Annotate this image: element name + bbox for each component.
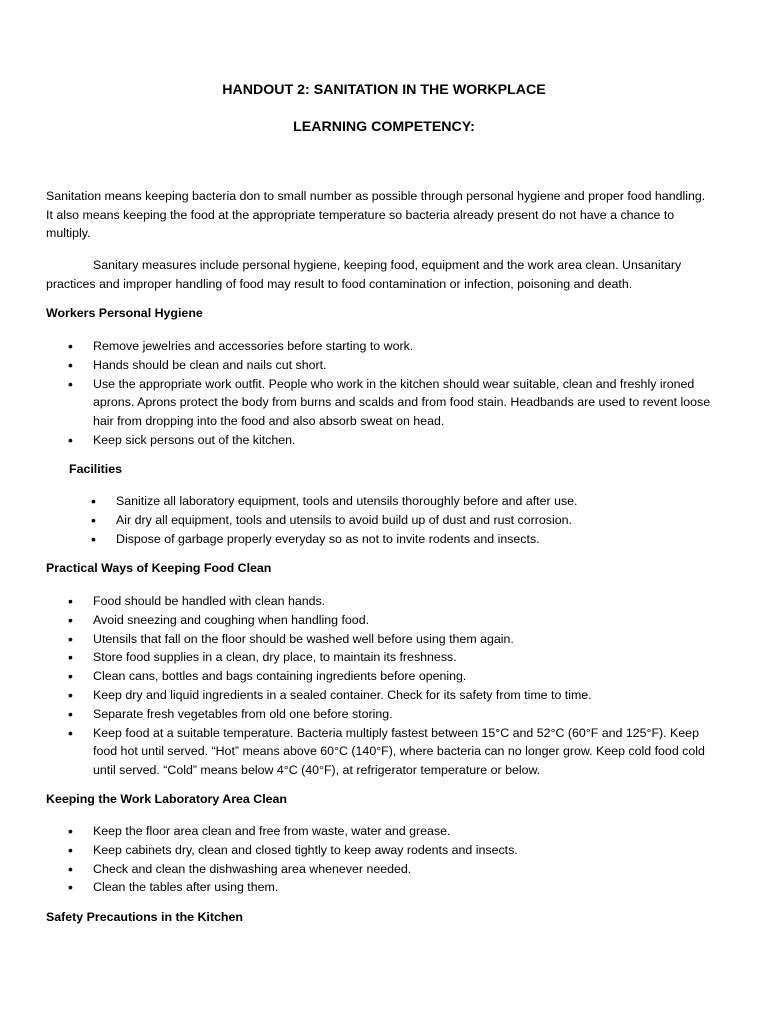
list-item: • Keep food at a suitable temperature. Bacteria multiply fastest between 15°C and 52°C (60°F and 125°F). Keep food hot until served. “Hot” means above 60°C (140°F), where bacteria can no longer grow. Keep cold food cold until served. “Cold” means below 4°C (40°F), at refrigerator temperature or below. (46, 724, 714, 780)
list-item: • Check and clean the dishwashing area whenever needed. (46, 860, 714, 879)
list-item: • Food should be handled with clean hands. (46, 592, 714, 611)
list-item: • Clean the tables after using them. (46, 878, 714, 897)
work-area-list (46, 822, 714, 897)
list-item: • Store food supplies in a clean, dry place, to maintain its freshness. (46, 648, 714, 667)
list-item: • Utensils that fall on the floor should be washed well before using them again. (46, 630, 714, 649)
section-heading-safety: Safety Precautions in the Kitchen (46, 910, 243, 924)
hygiene-list (46, 337, 714, 450)
measures-paragraph: Sanitary measures include personal hygiene, keeping food, equipment and the work area clean. Unsanitary practices and improper handling of food may result to food contamination or infection, poisoning and death. (46, 258, 682, 291)
intro-paragraph: Sanitation means keeping bacteria don to small number as possible through personal hygiene and proper food handling. It also means keeping the food at the appropriate temperature so bacteria already present do not have a chance to multiply. (46, 189, 706, 241)
list-item: • Hands should be clean and nails cut short. (46, 356, 714, 375)
list-item: • Dispose of garbage properly everyday so as not to invite rodents and insects. (46, 530, 714, 549)
list-item: • Separate fresh vegetables from old one before storing. (46, 705, 714, 724)
list-item: • Keep dry and liquid ingredients in a sealed container. Check for its safety from time to time. (46, 686, 714, 705)
list-item: • Keep cabinets dry, clean and closed tightly to keep away rodents and insects. (46, 841, 714, 860)
list-item: • Use the appropriate work outfit. People who work in the kitchen should wear suitable, clean and freshly ironed aprons. Aprons protect the body from burns and scalds and from food stain. Headbands are used to revent loose hair from dropping into the food and also absorb sweat on head. (46, 375, 714, 431)
list-item: • Remove jewelries and accessories before starting to work. (46, 337, 714, 356)
list-item: • Keep the floor area clean and free from waste, water and grease. (46, 822, 714, 841)
section-heading-hygiene: Workers Personal Hygiene (46, 306, 203, 320)
list-item: • Keep sick persons out of the kitchen. (46, 431, 714, 450)
facilities-list (46, 492, 714, 548)
list-item: • Sanitize all laboratory equipment, tools and utensils thoroughly before and after use. (46, 492, 714, 511)
section-heading-food-clean: Practical Ways of Keeping Food Clean (46, 561, 272, 575)
page-title: HANDOUT 2: SANITATION IN THE WORKPLACE (222, 82, 546, 98)
section-heading-facilities: Facilities (69, 462, 123, 476)
list-item: • Avoid sneezing and coughing when handling food. (46, 611, 714, 630)
food-clean-list (46, 592, 714, 780)
section-heading-work-area: Keeping the Work Laboratory Area Clean (46, 792, 287, 806)
list-item: • Air dry all equipment, tools and utensils to avoid build up of dust and rust corrosion. (46, 511, 714, 530)
list-item: • Clean cans, bottles and bags containing ingredients before opening. (46, 667, 714, 686)
page-subtitle: LEARNING COMPETENCY: (293, 119, 475, 135)
